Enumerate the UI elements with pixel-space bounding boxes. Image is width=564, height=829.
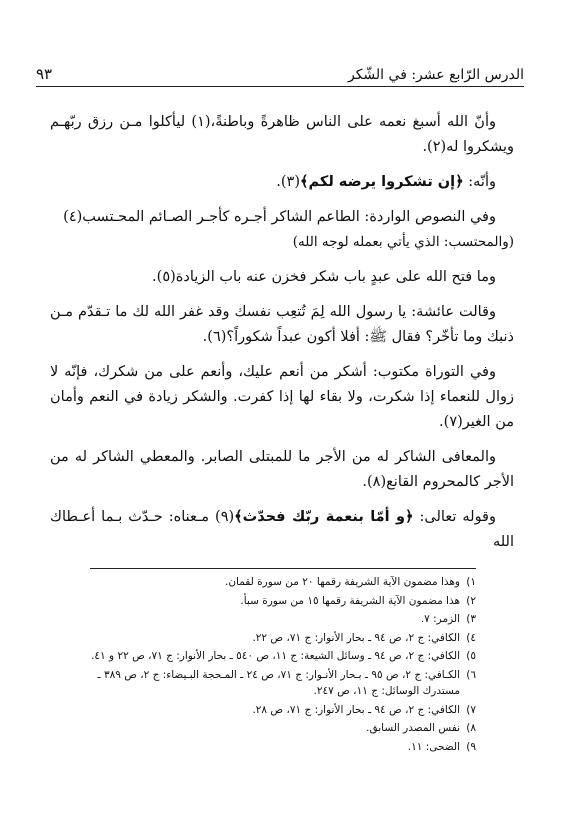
paragraph-3: وفي النصوص الواردة: الطاعم الشاكر أجـره كأجـر الصـائم المحـتسب(٤) xyxy=(63,209,496,225)
paragraph-4: وما فتح الله على عبدٍ باب شكر فخزن عنه باب الزيادة(٥). xyxy=(152,269,496,285)
paragraph-7: والمعافى الشاكر له من الأجر ما للمبتلى الصابر. والمعطي الشاكر له من الأجر كالمحروم القانع(٨). xyxy=(50,449,514,490)
footnote-number: ٨) xyxy=(466,722,476,734)
running-header xyxy=(36,62,524,87)
footnote-text: نفس المصدر السابق. xyxy=(366,722,460,734)
footnote xyxy=(90,702,476,719)
main-text xyxy=(50,110,514,565)
footnote-text: الكـافي: ج ٢، ص ٩٥ ـ بـحار الأنـوار: ج ٧١، ص ٢٤ ـ المـحجة البـيضاء: ج ٢، ص ٣٨٩ ـ مستدرك الوسائل: ج ١١، ص ٢٤٧. xyxy=(97,668,460,697)
paragraph-3-note: (والمحتسب: الذي يأتي بعمله لوجه الله) xyxy=(292,234,514,250)
footnote xyxy=(90,648,476,665)
footnote-text: الكافي: ج ٢، ص ٩٤ ـ وسائل الشيعة: ج ١١، ص ٥٤٠ ـ بحار الأنوار: ج ٧١، ص ٢٢ و ٤١. xyxy=(91,650,460,662)
footnote-text: الزمر: ٧. xyxy=(420,613,460,625)
footnote xyxy=(90,720,476,737)
footnote-number: ٦) xyxy=(466,668,476,681)
footnote-text: الكافي: ج ٢، ص ٩٤ ـ بحار الأنوار: ج ٧١، ص ٢٨. xyxy=(252,703,460,716)
footnote-number: ٢) xyxy=(466,594,476,607)
paragraph-6: وفي التوراة مكتوب: أشكر من أنعم عليك، وأنعم على من شكرك، فإنّه لا زوال للنعماء إذا شكرت، ولا بقاء لها إذا كفرت. والشكر زيادة في النعم وأمان من الغير(٧). xyxy=(50,364,514,430)
footnote-text: هذا مضمون الآية الشريفة رقمها ١٥ من سورة سبأ. xyxy=(240,594,460,607)
paragraph-8-lead: وقوله تعالى: xyxy=(413,509,496,525)
footnote-number: ٤) xyxy=(466,631,476,644)
footnotes xyxy=(90,568,476,757)
page-number: ٩٣ xyxy=(36,65,53,83)
footnote xyxy=(90,611,476,628)
footnote-number: ٩) xyxy=(466,740,476,753)
footnote-number: ٣) xyxy=(466,613,476,625)
footnote xyxy=(90,739,476,756)
footnote-text: الضحى: ١١. xyxy=(407,740,460,753)
paragraph-2-lead: وأنّه: xyxy=(463,174,496,190)
footnote-number: ٥) xyxy=(466,650,476,662)
quran-quote-2: ﴿و أمّا بنعمة ربّك فحدّث﴾ xyxy=(234,509,414,525)
footnote-text: الكافي: ج ٢، ص ٩٤ ـ بحار الأنوار: ج ٧١، ص ٢٢. xyxy=(252,631,460,644)
paragraph-2 xyxy=(50,170,514,195)
chapter-title: الدرس الرّابع عشر: في الشّكر xyxy=(347,67,524,83)
paragraph-8-tail: (٩) مـعناه: حـدّث بـما أعـطاك الله xyxy=(50,509,514,550)
paragraph-5: وقالت عائشة: يا رسول الله لِمَ تُتعِب نفسك وقد غفر الله لك ما تـقدّم مـن ذنبك وما تأخّر؟ فقال ﷺ: أفلا أكون عبداً شكوراً؟(٦). xyxy=(50,304,514,345)
footnote-number: ١) xyxy=(466,576,476,588)
footnote xyxy=(90,593,476,610)
footnote xyxy=(90,574,476,591)
paragraph-2-ref: (٣). xyxy=(276,174,301,190)
quran-quote-1: ﴿إن تشكروا يرضه لكم﴾ xyxy=(300,174,464,190)
footnote-number: ٧) xyxy=(466,703,476,716)
footnote xyxy=(90,667,476,700)
paragraph-1: وأنّ الله أسبغ نعمه على الناس ظاهرةً وباطنةً،(١) ليأكلوا مـن رزق ربّهـم ويشكروا له(٢). xyxy=(50,114,514,155)
footnote-text: وهذا مضمون الآية الشريفة رقمها ٢٠ من سورة لقمان. xyxy=(224,576,460,588)
paragraph-8 xyxy=(50,505,514,555)
footnote xyxy=(90,630,476,647)
